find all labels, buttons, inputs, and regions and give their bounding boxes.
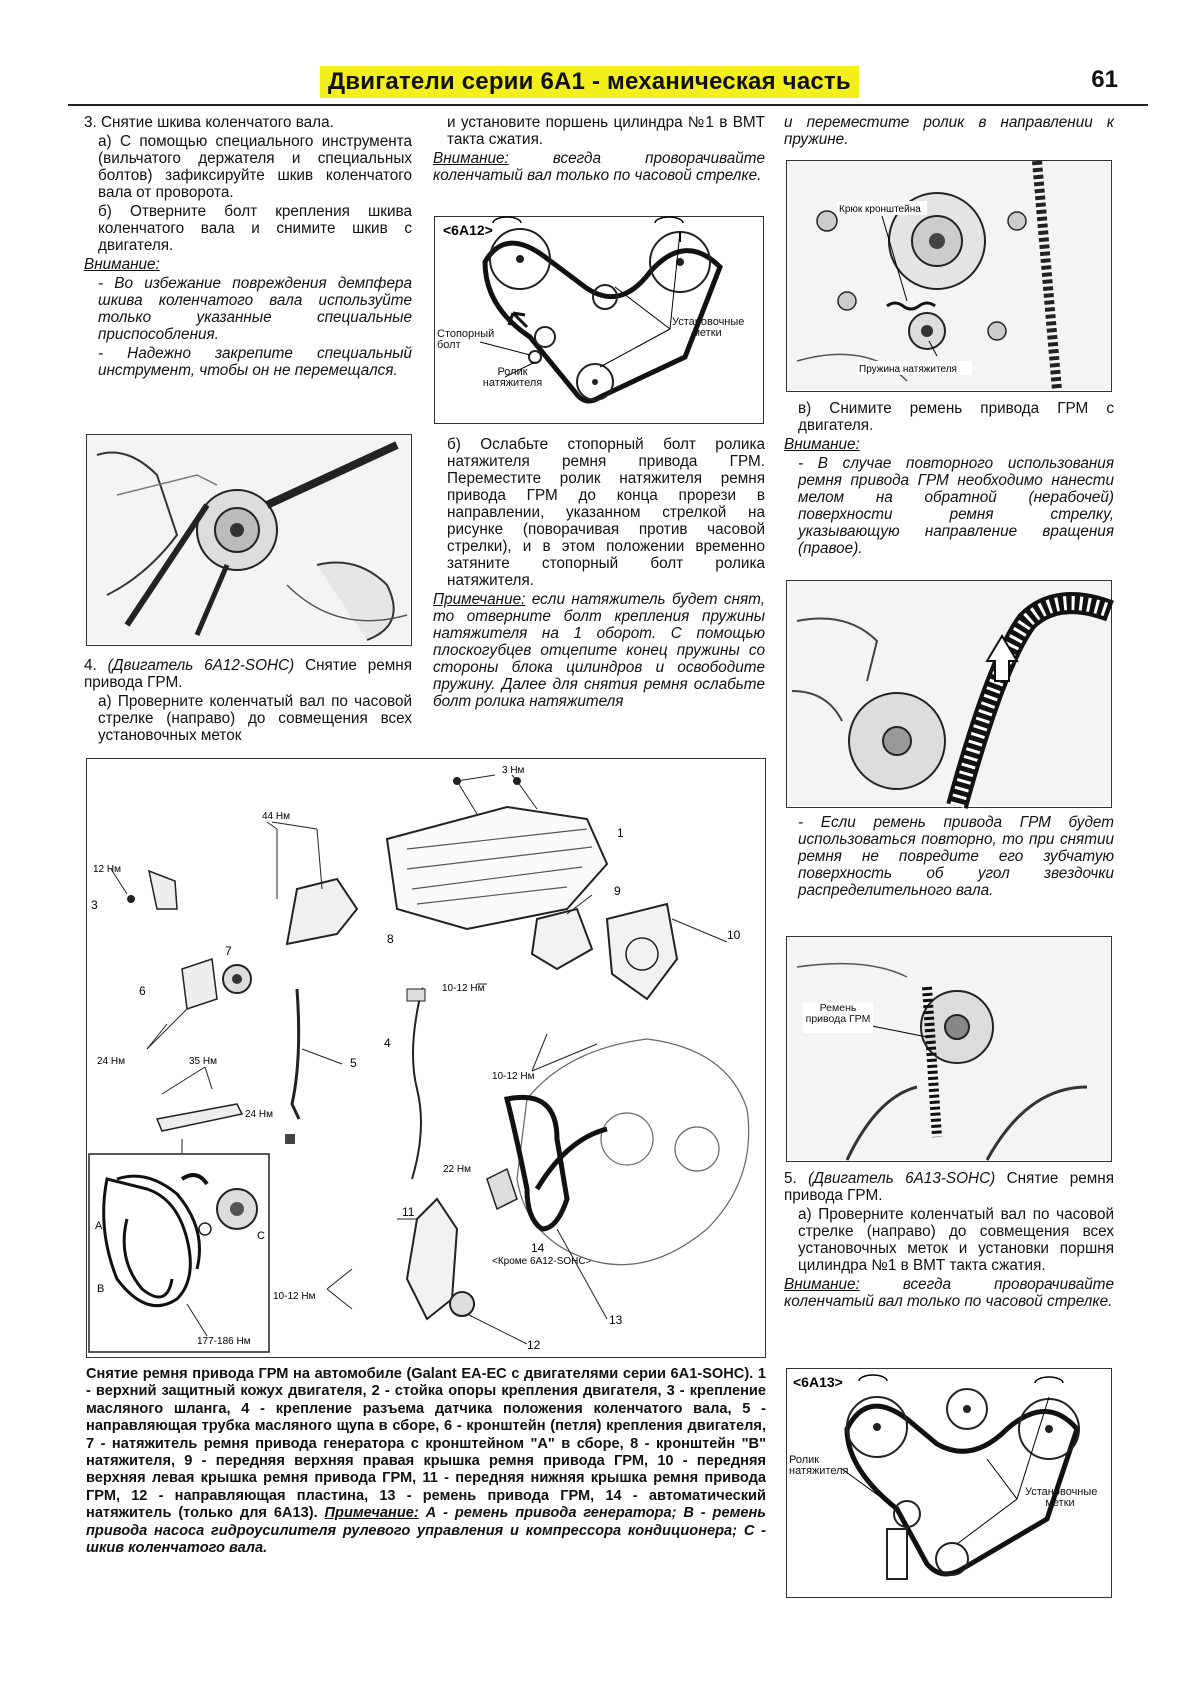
note-label: Внимание: — [84, 256, 160, 273]
torque-label: 22 Нм — [443, 1164, 471, 1175]
col1-text — [84, 114, 412, 381]
fig6a13-roller-label: Ролик натяжителя — [789, 1454, 849, 1477]
torque-label: 12 Нм — [93, 864, 121, 875]
col2-remark-label: Примечание: — [433, 591, 526, 608]
caption-main: Снятие ремня привода ГРМ на автомобиле (Galant EA-EC с двигателями серии 6А1-SOHC). 1 - верхний защитный кожух двигателя, 2 - стойка опоры крепления двигателя, 3 - крепление масляного шланга, 4 - крепление разъема датчика положения коленчатого вала, 5 - направляющая трубка масляного щупа в сборе, 6 - кронштейн (петля) крепления двигателя, 7 - натяжитель ремня привода генератора с кронштейном "А" в сборе, 8 - кронштейн "В" натяжителя, 9 - передняя верхняя правая крышка ремня привода ГРМ, 10 - передняя верхняя левая крышка ремня привода ГРМ, 11 - передняя нижняя крышка ремня привода ГРМ, 12 - направляющая пластина, 13 - ремень привода ГРМ, 14 - автоматический натяжитель (только для 6А13). — [86, 1366, 766, 1522]
col3-warn2-label: Внимание: — [784, 1276, 860, 1293]
step4-a: а) Проверните коленчатый вал по часовой стрелке (направо) до совмещения всех установочных меток — [98, 693, 412, 744]
pulley-holder-illustration — [87, 435, 410, 644]
spring-label: Пружина натяжителя — [859, 364, 957, 375]
step3-title: 3. Снятие шкива коленчатого вала. — [84, 114, 334, 131]
col2-warn-label: Внимание: — [433, 150, 509, 167]
except-note: <Кроме 6А12-SOHC> — [492, 1256, 592, 1267]
torque-label: 3 Нм — [502, 765, 525, 776]
torque-label: 24 Нм — [97, 1056, 125, 1067]
exploded-view-illustration — [87, 759, 764, 1356]
torque-label: 10-12 Нм — [492, 1071, 535, 1082]
part-number: 11 — [402, 1205, 415, 1219]
col2-warn-text: всегда проворачивайте коленчатый вал только по часовой стрелке. — [433, 150, 765, 184]
belt-removal-illustration — [787, 937, 1110, 1160]
figure-caption — [86, 1366, 766, 1557]
figure-6a13 — [786, 1368, 1112, 1598]
part-number: 6 — [139, 984, 146, 998]
exploded-view-figure — [86, 758, 766, 1358]
photo-belt-arrow — [786, 580, 1112, 808]
step4-title: Снятие ремня привода ГРМ. — [84, 657, 413, 691]
step4-engine: (Двигатель 6А12-SOHC) — [107, 657, 295, 674]
torque-label: 10-12 Нм — [442, 983, 485, 994]
belt-arrow-illustration — [787, 581, 1110, 806]
torque-label: 35 Нм — [189, 1056, 217, 1067]
hook-label: Крюк кронштейна — [839, 204, 921, 215]
fig6a12-tag: <6А12> — [443, 222, 493, 238]
part-number: 10 — [727, 928, 741, 942]
col2-step-b-text: б) Ослабьте стопорный болт ролика натяжителя ремня привода ГРМ. Переместите ролик натяжителя ремня привода ГРМ до конца прорези в направлении, указанном стрелкой на рисунке (поворачивая против часовой стрелки), и в этом положении временно затяните стопорный болт ролика натяжителя. — [447, 436, 765, 589]
note-2: - Надежно закрепите специальный инструмент, чтобы он не перемещался. — [98, 345, 412, 379]
col3-warn2 — [784, 814, 1114, 901]
step4-num: 4. — [84, 657, 97, 674]
col3-warn-label: Внимание: — [784, 436, 860, 453]
col2-cont: и установите поршень цилиндра №1 в ВМТ такта сжатия. — [447, 114, 765, 148]
page-title: Двигатели серии 6А1 - механическая часть — [320, 66, 859, 98]
part-number: 13 — [609, 1313, 623, 1327]
col3-top — [784, 114, 1114, 150]
part-number: 4 — [384, 1036, 391, 1050]
part-number: 12 — [527, 1338, 541, 1352]
photo-tensioner-spring — [786, 160, 1112, 392]
fig6a12-bolt-label: Стопорный болт — [437, 328, 495, 351]
inset-label-b: B — [97, 1283, 105, 1295]
step5-a: а) Проверните коленчатый вал по часовой стрелке (направо) до совмещения всех установочных меток и установки поршня цилиндра №1 в ВМТ такта сжатия. — [798, 1206, 1114, 1274]
col2-remark-text: если натяжитель будет снят, то отверните болт крепления пружины натяжителя на 1 оборот. С помощью плоскогубцев отцепите конец пружины со стороны блока цилиндров и освободите пружину. Далее для снятия ремня ослабьте болт ролика натяжителя — [433, 591, 765, 710]
photo-pulley-holder — [86, 434, 412, 646]
torque-label: 44 Нм — [262, 811, 290, 822]
col3-warn2-text: всегда проворачивайте коленчатый вал только по часовой стрелке. — [784, 1276, 1114, 1310]
part-number: 5 — [350, 1056, 357, 1070]
part-number: 1 — [617, 826, 624, 840]
part-number: 14 — [531, 1241, 545, 1255]
torque-label: 10-12 Нм — [273, 1291, 316, 1302]
col3-cont: и переместите ролик в направлении к пружине. — [784, 114, 1114, 148]
step3-a: а) С помощью специального инструмента (вильчатого держателя и специальных болтов) зафиксируйте шкив коленчатого вала от проворота. — [98, 133, 412, 201]
photo-belt-removal — [786, 936, 1112, 1162]
col3-step5 — [784, 1170, 1114, 1312]
tensioner-spring-illustration — [787, 161, 1110, 390]
inset-torque: 177-186 Нм — [197, 1336, 251, 1347]
page-number: 61 — [1091, 66, 1118, 93]
note-1: - Во избежание повреждения демпфера шкива коленчатого вала используйте только указанные специальные приспособления. — [98, 275, 412, 343]
col2-top — [433, 114, 765, 186]
fig6a13-tag: <6А13> — [793, 1374, 843, 1390]
col2-step-b — [433, 436, 765, 712]
col1-step4 — [84, 657, 412, 746]
step5-title: Снятие ремня привода ГРМ. — [784, 1170, 1115, 1204]
belt-label: Ремень привода ГРМ — [805, 1002, 871, 1025]
figure-6a12 — [434, 216, 764, 424]
step5-engine: (Двигатель 6А13-SOHC) — [808, 1170, 996, 1187]
fig6a12-roller-label: Ролик натяжителя — [482, 366, 543, 389]
col3-warn-2: - Если ремень привода ГРМ будет использоваться повторно, то при снятии ремня не повредите его зубчатую поверхность об угол звездочки распределительного вала. — [798, 814, 1114, 899]
fig6a13-marks-label: Установочные метки — [1025, 1486, 1098, 1509]
part-number: 8 — [387, 932, 394, 946]
step5-num: 5. — [784, 1170, 797, 1187]
torque-label: 24 Нм — [245, 1109, 273, 1120]
inset-label-a: A — [95, 1220, 103, 1232]
part-number: 7 — [225, 944, 232, 958]
belt-diagram-6a13 — [787, 1369, 1110, 1596]
part-number: 3 — [91, 898, 98, 912]
part-number: 9 — [614, 884, 621, 898]
page-header — [68, 60, 1148, 106]
caption-remark-text: А - ремень привода генератора; В - ремень привода насоса гидроусилителя рулевого управления и компрессора кондиционера; С - шкив коленчатого вала. — [86, 1505, 766, 1557]
step3-b: б) Отверните болт крепления шкива коленчатого вала и снимите шкив с двигателя. — [98, 203, 412, 254]
col3-warn-1: - В случае повторного использования ремня привода ГРМ необходимо нанести мелом на обратной (нерабочей) поверхности ремня стрелку, указывающую направление вращения (правое). — [798, 455, 1114, 557]
caption-remark-label: Примечание: — [324, 1505, 419, 1522]
belt-diagram-6a12 — [435, 217, 762, 422]
col3-mid — [784, 400, 1114, 559]
col3-step-c: в) Снимите ремень привода ГРМ с двигателя. — [798, 400, 1114, 434]
inset-label-c: C — [257, 1230, 265, 1242]
fig6a12-marks-label: Установочные метки — [672, 316, 745, 339]
